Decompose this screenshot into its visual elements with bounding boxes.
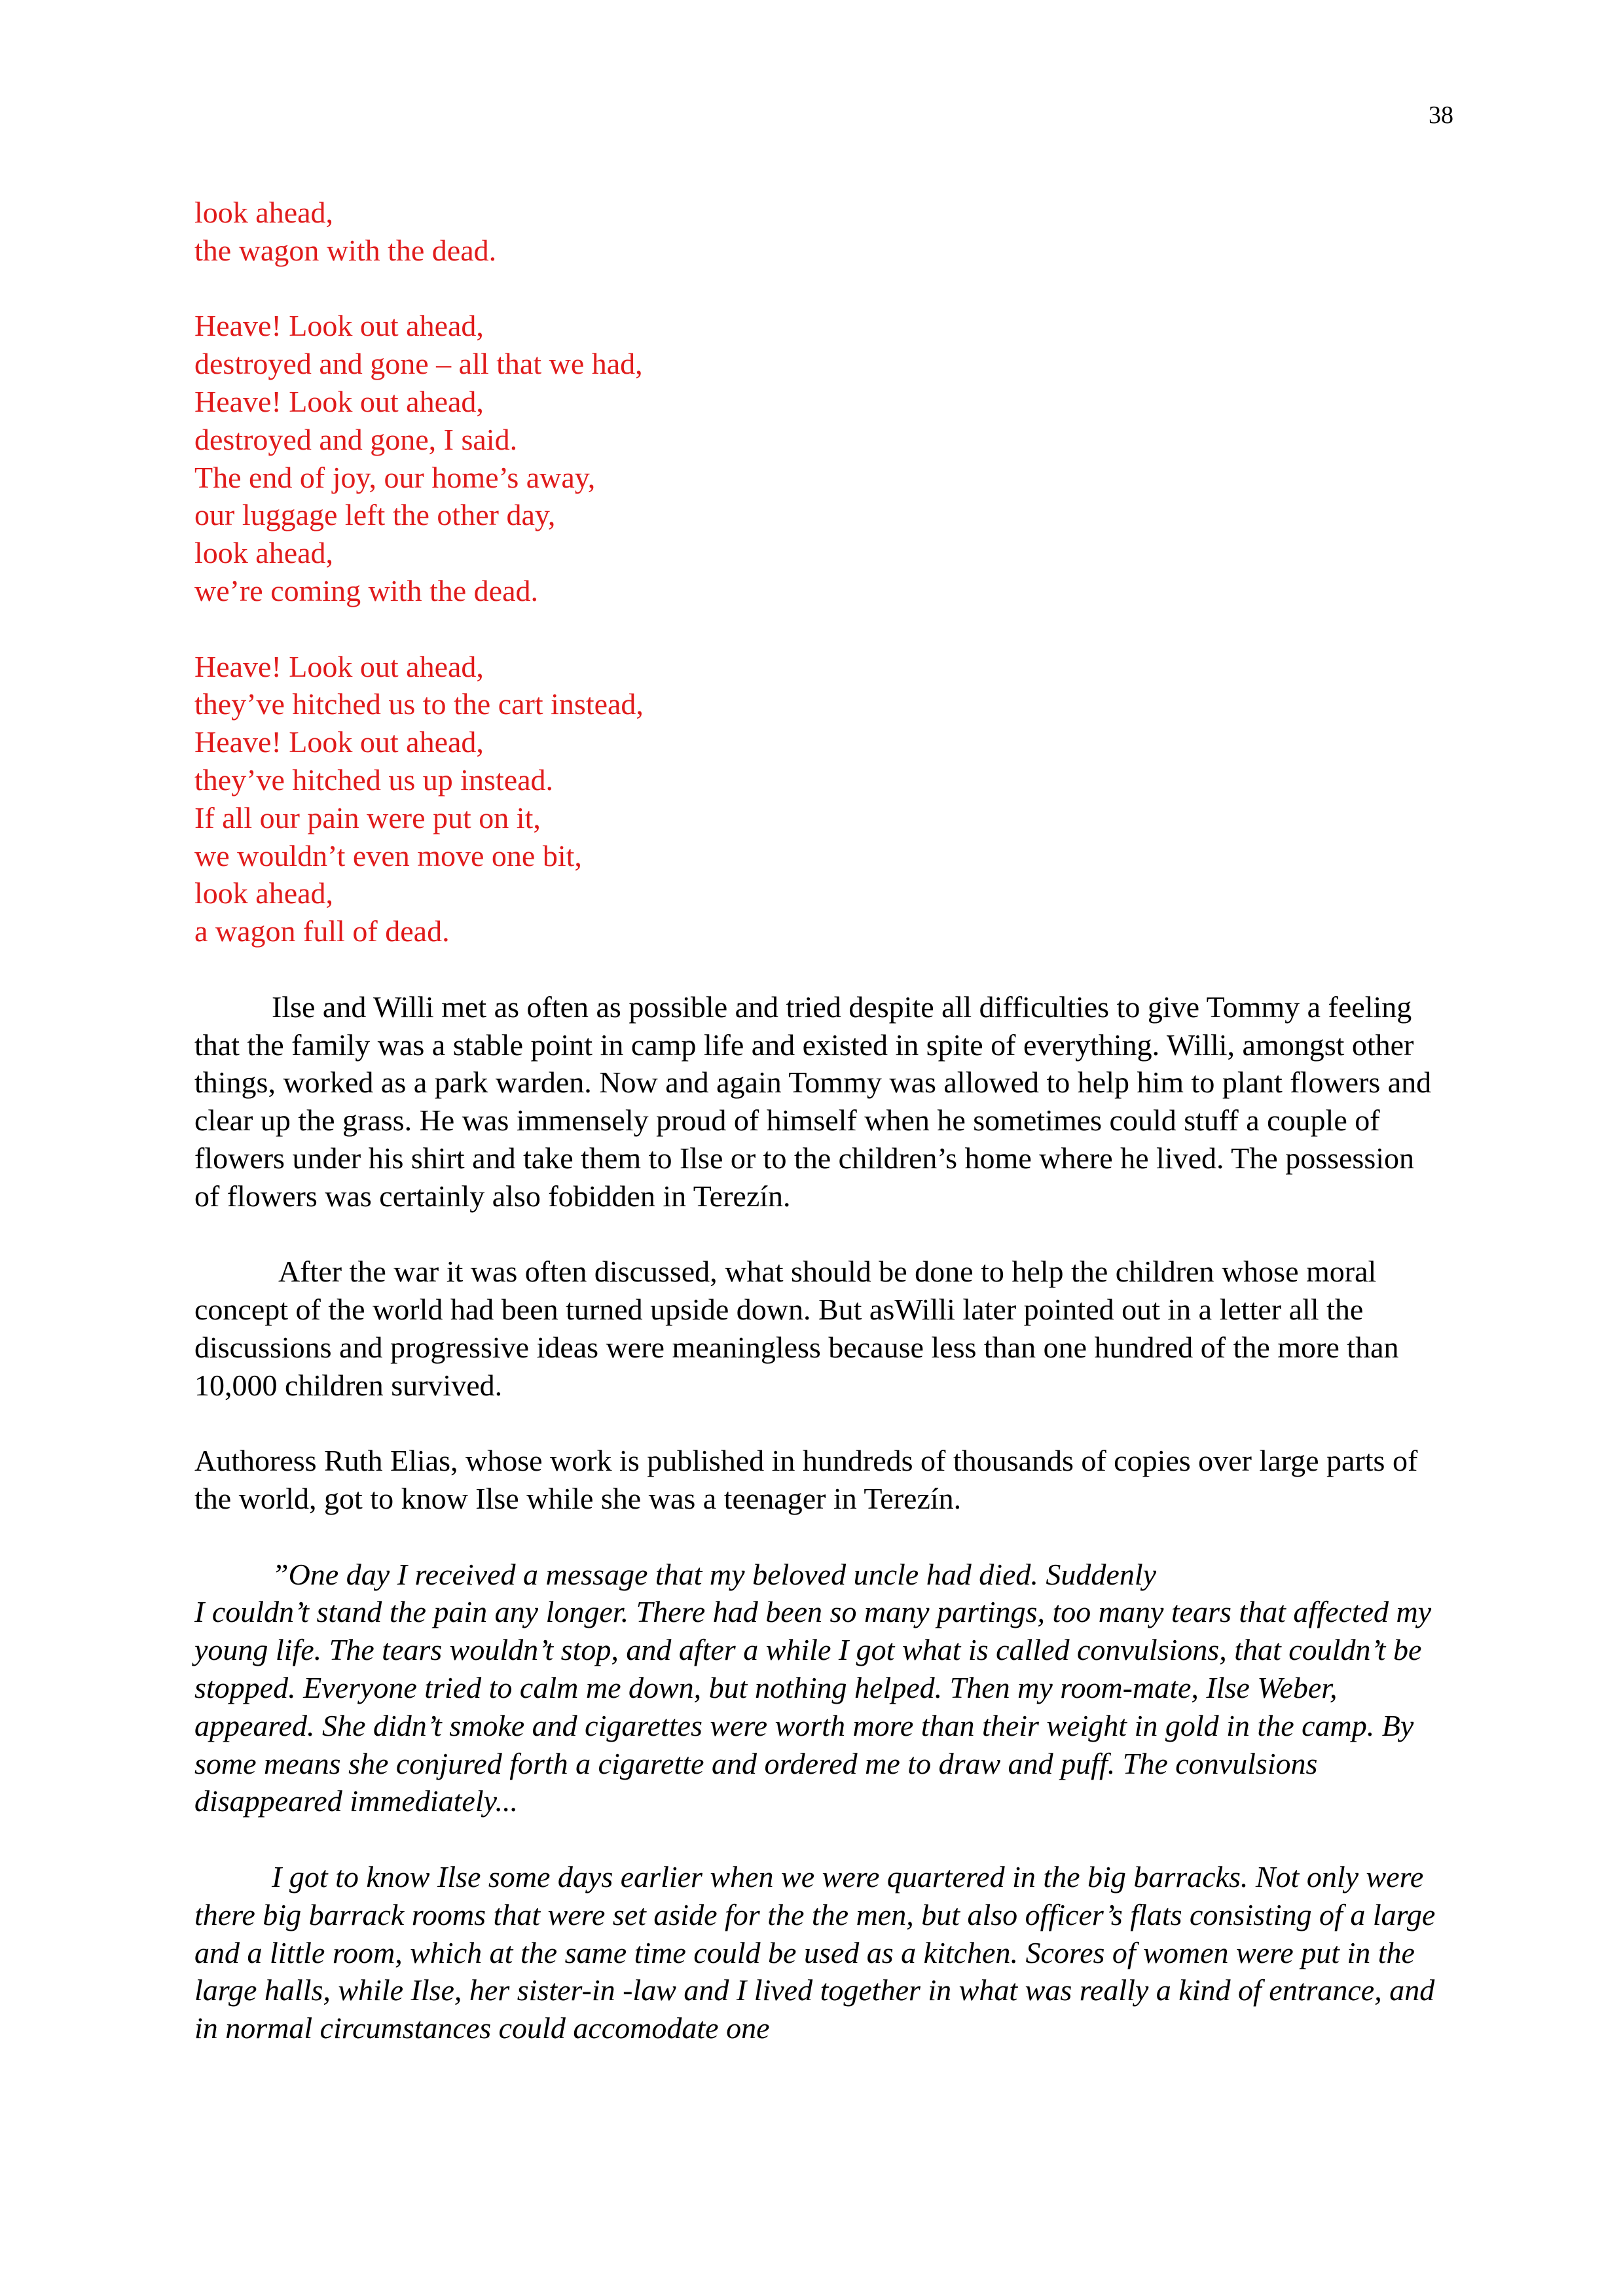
poem-stanza — [194, 648, 1438, 950]
poem-line: Heave! Look out ahead, — [194, 384, 484, 418]
poem-line: a wagon full of dead. — [194, 914, 450, 948]
poem-line: our luggage left the other day, — [194, 498, 556, 532]
poem-line: destroyed and gone, I said. — [194, 422, 518, 456]
body-paragraph: Authoress Ruth Elias, whose work is published in hundreds of thousands of copies over large parts of the world, got to know Ilse while she was a teenager in Terezín. — [194, 1444, 1418, 1516]
poem-stanza — [194, 194, 1438, 270]
poem-line: the wagon with the dead. — [194, 233, 497, 267]
poem-line: The end of joy, our home’s away, — [194, 460, 596, 494]
body-paragraph: Ilse and Willi met as often as possible and tried despite all difficulties to give Tommy a feeling that the family was a stable point in camp life and existed in spite of everything. Willi, amongst other things, worked as a park warden. Now and again Tommy was allowed to help him to plant flowers and clear up the grass. He was immensely proud of himself when he sometimes could stuff a couple of flowers under his shirt and take them to Ilse or to the children’s home where he lived. The possession of flowers was certainly also fobidden in Terezín. — [194, 990, 1432, 1213]
poem-stanza — [194, 307, 1438, 609]
quote-paragraph — [194, 1556, 1438, 1821]
poem-line: destroyed and gone – all that we had, — [194, 347, 643, 381]
poem-line: they’ve hitched us up instead. — [194, 762, 554, 797]
quote-paragraph: I got to know Ilse some days earlier when we were quartered in the big barracks. Not only were there big barrack rooms that were set aside for the the men, but also officer’s flats consisting of a large and a little room, which at the same time could be used as a kitchen. Scores of women were put in the large halls, while Ilse, her sister-in -law and I lived together in what was really a kind of entrance, and in normal circumstances could accomodate one — [194, 1860, 1436, 2045]
poem-line: they’ve hitched us to the cart instead, — [194, 687, 644, 721]
quote-first-line: ”One day I received a message that my beloved uncle had died. Suddenly — [272, 1557, 1157, 1591]
poem-line: look ahead, — [194, 536, 334, 570]
poem-line: Heave! Look out ahead, — [194, 309, 484, 343]
poem-line: If all our pain were put on it, — [194, 800, 541, 834]
poem-line: we wouldn’t even move one bit, — [194, 838, 582, 872]
poem-line: Heave! Look out ahead, — [194, 725, 484, 759]
poem-line: look ahead, — [194, 196, 334, 229]
page-content — [194, 194, 1438, 2047]
poem-line: look ahead, — [194, 876, 334, 910]
poem-line: we’re coming with the dead. — [194, 573, 538, 607]
body-paragraph: After the war it was often discussed, what should be done to help the children whose moral concept of the world had been turned upside down. But asWilli later pointed out in a letter all the discussions and progressive ideas were meaningless because less than one hundred of the more than 10,000 children survived. — [194, 1255, 1399, 1402]
quote-text: I couldn’t stand the pain any longer. There had been so many partings, too many tears that affected my young life. The tears wouldn’t stop, and after a while I got what is called convulsions, that couldn’t be stopped. Everyone tried to calm me down, but nothing helped. Then my room-mate, Ilse Weber, appeared. She didn’t smoke and cigarettes were worth more than their weight in gold in the camp. By some means she conjured forth a cigarette and ordered me to draw and puff. The convulsions disappeared immediately... — [194, 1595, 1432, 1818]
poem-line: Heave! Look out ahead, — [194, 649, 484, 683]
page-number: 38 — [1429, 101, 1453, 129]
